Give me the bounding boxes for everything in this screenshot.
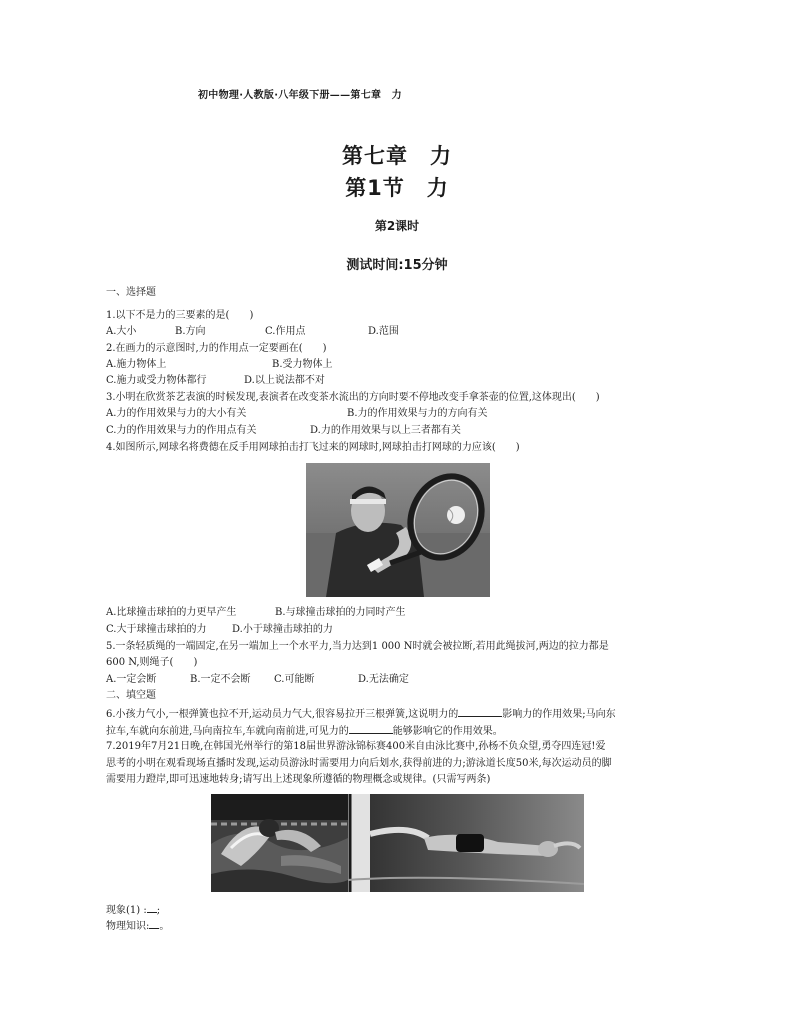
question-5-stem-line2: 600 N,则绳子( )	[106, 657, 198, 668]
q6-text-2b: 能够影响它的作用效果。	[392, 726, 503, 737]
test-time: 测试时间:15分钟	[346, 258, 448, 273]
q3-option-c: C.力的作用效果与力的作用点有关	[106, 425, 257, 436]
question-6-line1	[106, 706, 616, 722]
phenomenon-tail: ;	[156, 905, 161, 916]
tennis-player-photo	[306, 463, 490, 597]
q3-option-a: A.力的作用效果与力的大小有关	[106, 408, 247, 419]
q1-option-c: C.作用点	[265, 326, 306, 337]
swimmer-freestyle-photo	[211, 794, 348, 892]
q5-option-b: B.一定不会断	[190, 674, 251, 685]
q3-option-d: D.力的作用效果与以上三者都有关	[310, 425, 461, 436]
q4-option-d: D.小于球撞击球拍的力	[232, 624, 333, 635]
question-2-options-row2	[106, 374, 706, 388]
phenomenon-blank[interactable]	[147, 902, 157, 913]
q2-option-c: C.施力或受力物体都行	[106, 375, 207, 386]
question-3-options-row2	[106, 424, 706, 438]
q4-option-a: A.比球撞击球拍的力更早产生	[106, 607, 237, 618]
question-2-options-row1	[106, 358, 706, 372]
question-7-line3: 需要用力蹬岸,即可迅速地转身;请写出上述现象所遵循的物理概念或规律。(只需写两条)	[106, 774, 491, 785]
knowledge-blank[interactable]	[149, 918, 159, 929]
q3-option-b: B.力的作用效果与力的方向有关	[347, 408, 488, 419]
question-6-line2	[106, 723, 503, 739]
q5-option-d: D.无法确定	[358, 674, 409, 685]
q6-blank-2[interactable]	[349, 723, 393, 734]
question-5-options	[106, 673, 706, 687]
phenomenon-label: 现象(1)	[106, 905, 141, 916]
question-7-line1: 7.2019年7月21日晚,在韩国光州举行的第18届世界游泳锦标赛400米自由泳比赛中,孙杨不负众望,勇夺四连冠!爱	[106, 741, 606, 752]
question-4-stem: 4.如图所示,网球名将费德在反手用网球拍击打飞过来的网球时,网球拍击打网球的力应该( )	[106, 442, 520, 453]
lesson-title: 第2课时	[374, 219, 420, 233]
swimmer-turn-photo	[348, 794, 584, 892]
q2-option-d: D.以上说法都不对	[244, 375, 325, 386]
q4-option-c: C.大于球撞击球拍的力	[106, 624, 207, 635]
q6-text-1b: 影响力的作用效果;马向东	[502, 709, 616, 720]
question-3-stem: 3.小明在欣赏茶艺表演的时候发现,表演者在改变茶水流出的方向时要不停地改变手拿茶壶的位置,这体现出( )	[106, 392, 600, 403]
question-7-line2: 思考的小明在观看现场直播时发现,运动员游泳时需要用力向后划水,获得前进的力;游泳道长度50米,每次运动员的脚	[106, 758, 612, 769]
q6-text-1a: 6.小孩力气小,一根弹簧也拉不开,运动员力气大,很容易拉开三根弹簧,这说明力的	[106, 709, 459, 720]
question-4-options-row2	[106, 623, 706, 637]
q6-blank-1[interactable]	[458, 706, 502, 717]
question-1-stem: 1.以下不是力的三要素的是( )	[106, 310, 254, 321]
question-1-options	[106, 325, 706, 339]
page-header: 初中物理·人教版·八年级下册——第七章 力	[198, 90, 402, 101]
q5-option-a: A.一定会断	[106, 674, 157, 685]
section-heading-fill: 二、填空题	[106, 690, 156, 701]
knowledge-label: 物理知识:	[106, 921, 150, 932]
answer-phenomenon-line: 现象(1) : ;	[106, 902, 160, 918]
question-4-options-row1	[106, 606, 706, 620]
q1-option-b: B.方向	[175, 326, 206, 337]
knowledge-tail: 。	[159, 921, 170, 932]
q1-option-d: D.范围	[368, 326, 399, 337]
section-title: 第1节 力	[345, 176, 449, 200]
question-5-stem-line1: 5.一条轻质绳的一端固定,在另一端加上一个水平力,当力达到1 000 N时就会被拉断,若用此绳拔河,两边的拉力都是	[106, 641, 609, 652]
q2-option-b: B.受力物体上	[272, 359, 333, 370]
chapter-title: 第七章 力	[342, 144, 452, 168]
section-heading-choice: 一、选择题	[106, 287, 156, 298]
q1-option-a: A.大小	[106, 326, 137, 337]
question-3-options-row1	[106, 407, 706, 421]
q2-option-a: A.施力物体上	[106, 359, 167, 370]
q5-option-c: C.可能断	[274, 674, 315, 685]
q6-text-2a: 拉车,车就向东前进,马向南拉车,车就向南前进,可见力的	[106, 726, 349, 737]
q4-option-b: B.与球撞击球拍的力同时产生	[275, 607, 406, 618]
question-2-stem: 2.在画力的示意图时,力的作用点一定要画在( )	[106, 343, 327, 354]
answer-knowledge-line	[106, 918, 169, 934]
